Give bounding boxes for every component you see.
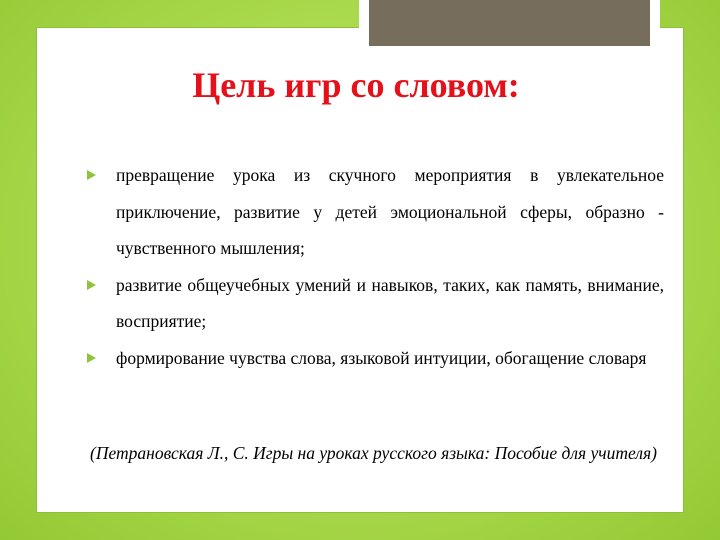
list-item	[86, 340, 664, 377]
title-tab-fill	[369, 0, 650, 46]
list-item	[86, 267, 664, 340]
arrow-bullet-icon	[87, 280, 96, 290]
list-item-text: развитие общеучебных умений и навыков, таких, как память, внимание, восприятие;	[116, 274, 664, 331]
list-item-text: превращение урока из скучного мероприятия в увлекательное приключение, развитие у детей эмоциональной сферы, образно - чувственного мышления;	[116, 165, 664, 258]
list-item	[86, 157, 664, 267]
title-tab	[359, 0, 660, 56]
list-item-text: формирование чувства слова, языковой интуиции, обогащение словаря	[116, 347, 647, 368]
bullet-list	[86, 157, 664, 376]
slide-title: Цель игр со словом:	[192, 65, 520, 105]
arrow-bullet-icon	[87, 170, 96, 180]
arrow-bullet-icon	[87, 353, 96, 363]
citation: (Петрановская Л., С. Игры на уроках русского языка: Пособие для учителя)	[90, 443, 657, 463]
